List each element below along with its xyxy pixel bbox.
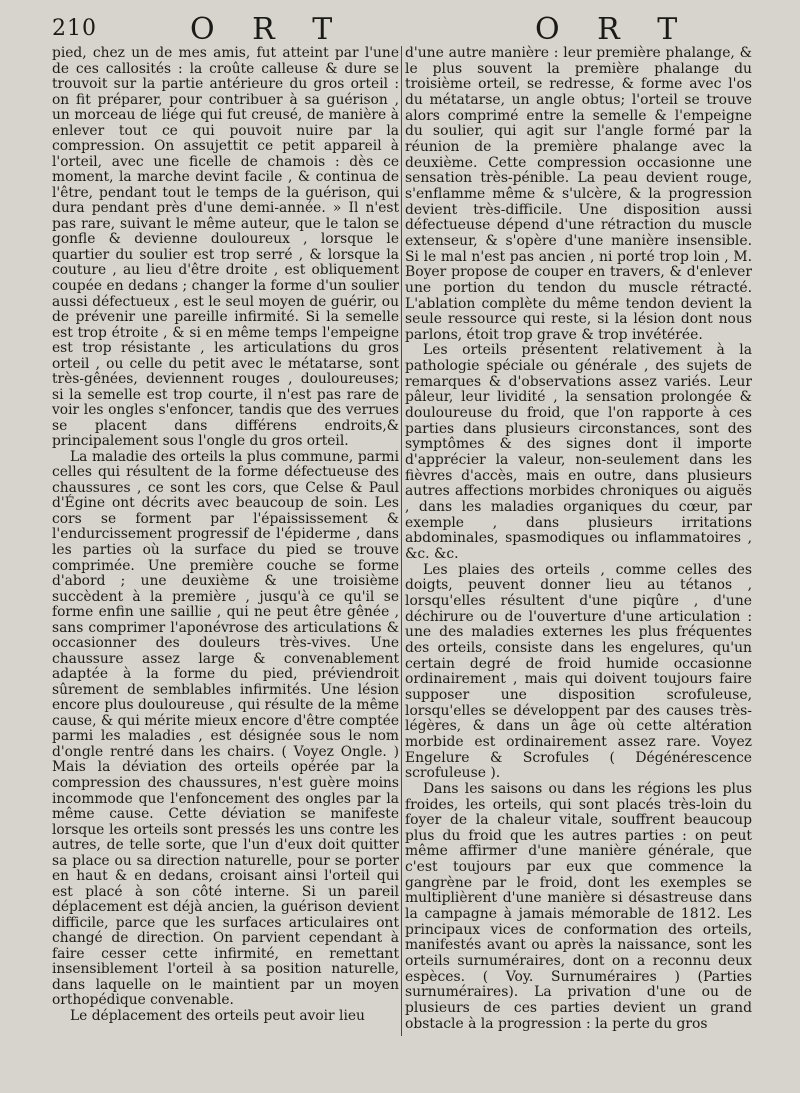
right-column: [405, 46, 752, 1032]
paragraph: Les orteils présentent relativement à la pathologie spéciale ou générale , des sujets de remarques & d'observations assez variés. Leur pâleur, leur lividité , la sensation prolongée & douloureuse du froid, que l'on rapporte à ces parties dans plusieurs circonstances, sont des symptômes & des signes dont il importe d'apprécier la valeur, non-seulement dans les fièvres d'accès, mais en outre, dans plusieurs autres affections morbides chroniques ou aiguës , dans les maladies organiques du cœur, par exemple , dans plusieurs irritations abdominales, spasmodiques ou inflammatoires , &c. &c.: [405, 342, 752, 562]
running-head-right: O R T: [535, 12, 692, 47]
running-head-left: O R T: [190, 12, 347, 47]
paragraph: Dans les saisons ou dans les régions les plus froides, les orteils, qui sont placés très-loin du foyer de la chaleur vitale, souffrent beaucoup plus du froid que les autres parties : on peut même affirmer d'une manière générale, que c'est toujours par eux que commence la gangrène par le froid, dont les exemples se multiplièrent d'une manière si désastreuse dans la campagne à jamais mémorable de 1812. Les principaux vices de conformation des orteils, manifestés avant ou après la naissance, sont les orteils surnuméraires, dont on a reconnu deux espèces. ( Voy. Surnuméraires ) (Parties surnuméraires). La privation d'une ou de plusieurs de ces parties devient un grand obstacle à la progression : la perte du gros: [405, 780, 752, 1032]
paragraph: La maladie des orteils la plus commune, parmi celles qui résultent de la forme défectueuse des chaussures , ce sont les cors, que Celse & Paul d'Égine ont décrits avec beaucoup de soin. Les cors se forment par l'épaississement & l'endurcissement progressif de l'épiderme , dans les parties où la surface du pied se trouve comprimée. Une première couche se forme d'abord ; une deuxième & une troisième succèdent à la première , jusqu'à ce qu'il se forme enfin une saillie , qui ne peut être gênée , sans comprimer l'aponévrose des articulations & occasionner des douleurs très-vives. Une chaussure assez large & convenablement adaptée à la forme du pied, préviendroit sûrement de semblables infirmités. Une lésion encore plus douloureuse , qui résulte de la même cause, & qui mérite mieux encore d'être comptée parmi les maladies , est désignée sous le nom d'ongle rentré dans les chairs. ( Voyez Ongle. ) Mais la déviation des orteils opérée par la compression des chaussures, n'est guère moins incommode que l'enfoncement des ongles par la même cause. Cette déviation se manifeste lorsque les orteils sont pressés les uns contre les autres, de telle sorte, que l'un d'eux doit quitter sa place ou sa direction naturelle, pour se porter en haut & en dedans, croisant ainsi l'orteil qui est placé à son côté interne. Si un pareil déplacement est déjà ancien, la guérison devient difficile, parce que les surfaces articulaires ont changé de direction. On parvient cependant à faire cesser cette infirmité, en remettant insensiblement l'orteil à sa position naturelle, dans laquelle on le maintient par un moyen orthopédique convenable.: [52, 448, 399, 1009]
left-column: [52, 46, 399, 1024]
page-header: [0, 10, 800, 47]
paragraph: Le déplacement des orteils peut avoir lieu: [70, 1007, 365, 1024]
paragraph: Les plaies des orteils , comme celles des doigts, peuvent donner lieu au tétanos , lorsqu'elles résultent d'une piqûre , d'une déchirure ou de l'ouverture d'une articulation : une des maladies externes les plus fréquentes des orteils, consiste dans les engelures, qu'un certain degré de froid humide occasionne ordinairement , mais qui doivent toujours faire supposer une disposition scrofuleuse, lorsqu'elles se développent par des causes très-légères, & dans un âge où cette altération morbide est ordinairement assez rare. Voyez Engelure & Scrofules ( Dégénérescence scrofuleuse ).: [405, 561, 752, 782]
paragraph: d'une autre manière : leur première phalange, & le plus souvent la première phalange du troisième orteil, se redresse, & forme avec l'os du métatarse, un angle obtus; l'orteil se trouve alors comprimé entre la semelle & l'empeigne du soulier, qui agit sur l'angle formé par la réunion de la première phalange avec la deuxième. Cette compression occasionne une sensation très-pénible. La peau devient rouge, s'enflamme même & s'ulcère, & la progression devient très-difficile. Une disposition aussi défectueuse dépend d'une rétraction du muscle extenseur, & s'opère d'une manière insensible. Si le mal n'est pas ancien , ni porté trop loin , M. Boyer propose de couper en travers, & d'enlever une portion du tendon du muscle rétracté. L'ablation complète du même tendon devient la seule ressource qui reste, si la lésion dont nous parlons, étoit trop grave & trop invétérée.: [405, 45, 752, 343]
page-number: 210: [52, 16, 97, 41]
paragraph: pied, chez un de mes amis, fut atteint par l'une de ces callosités : la croûte calleuse & dure se trouvoit sur la partie antérieure du gros orteil : on fit préparer, pour contribuer à sa guérison , un morceau de liége qui fut creusé, de manière à enlever tout ce qui pouvoit nuire par la compression. On assujettit ce petit appareil à l'orteil, avec une ficelle de chamois : dès ce moment, la marche devint facile , & continua de l'être, pendant tout le temps de la guérison, qui dura pendant près d'une demi-année. » Il n'est pas rare, suivant le même auteur, que le talon se gonfle & devienne douloureux , lorsque le quartier du soulier est trop serré , & lorsque la couture , au lieu d'être droite , est obliquement coupée en dedans ; changer la forme d'un soulier aussi défectueux , est le seul moyen de guérir, ou de prévenir une pareille infirmité. Si la semelle est trop étroite , & si en même temps l'empeigne est trop résistante , les articulations du gros orteil , ou celle du petit avec le métatarse, sont très-gênées, deviennent rouges , douloureuses; si la semelle est trop courte, il n'est pas rare de voir les ongles s'enfoncer, tandis que des verrues se placent dans différens endroits,& principalement sous l'ongle du gros orteil.: [52, 45, 399, 450]
column-divider: [401, 46, 402, 1036]
